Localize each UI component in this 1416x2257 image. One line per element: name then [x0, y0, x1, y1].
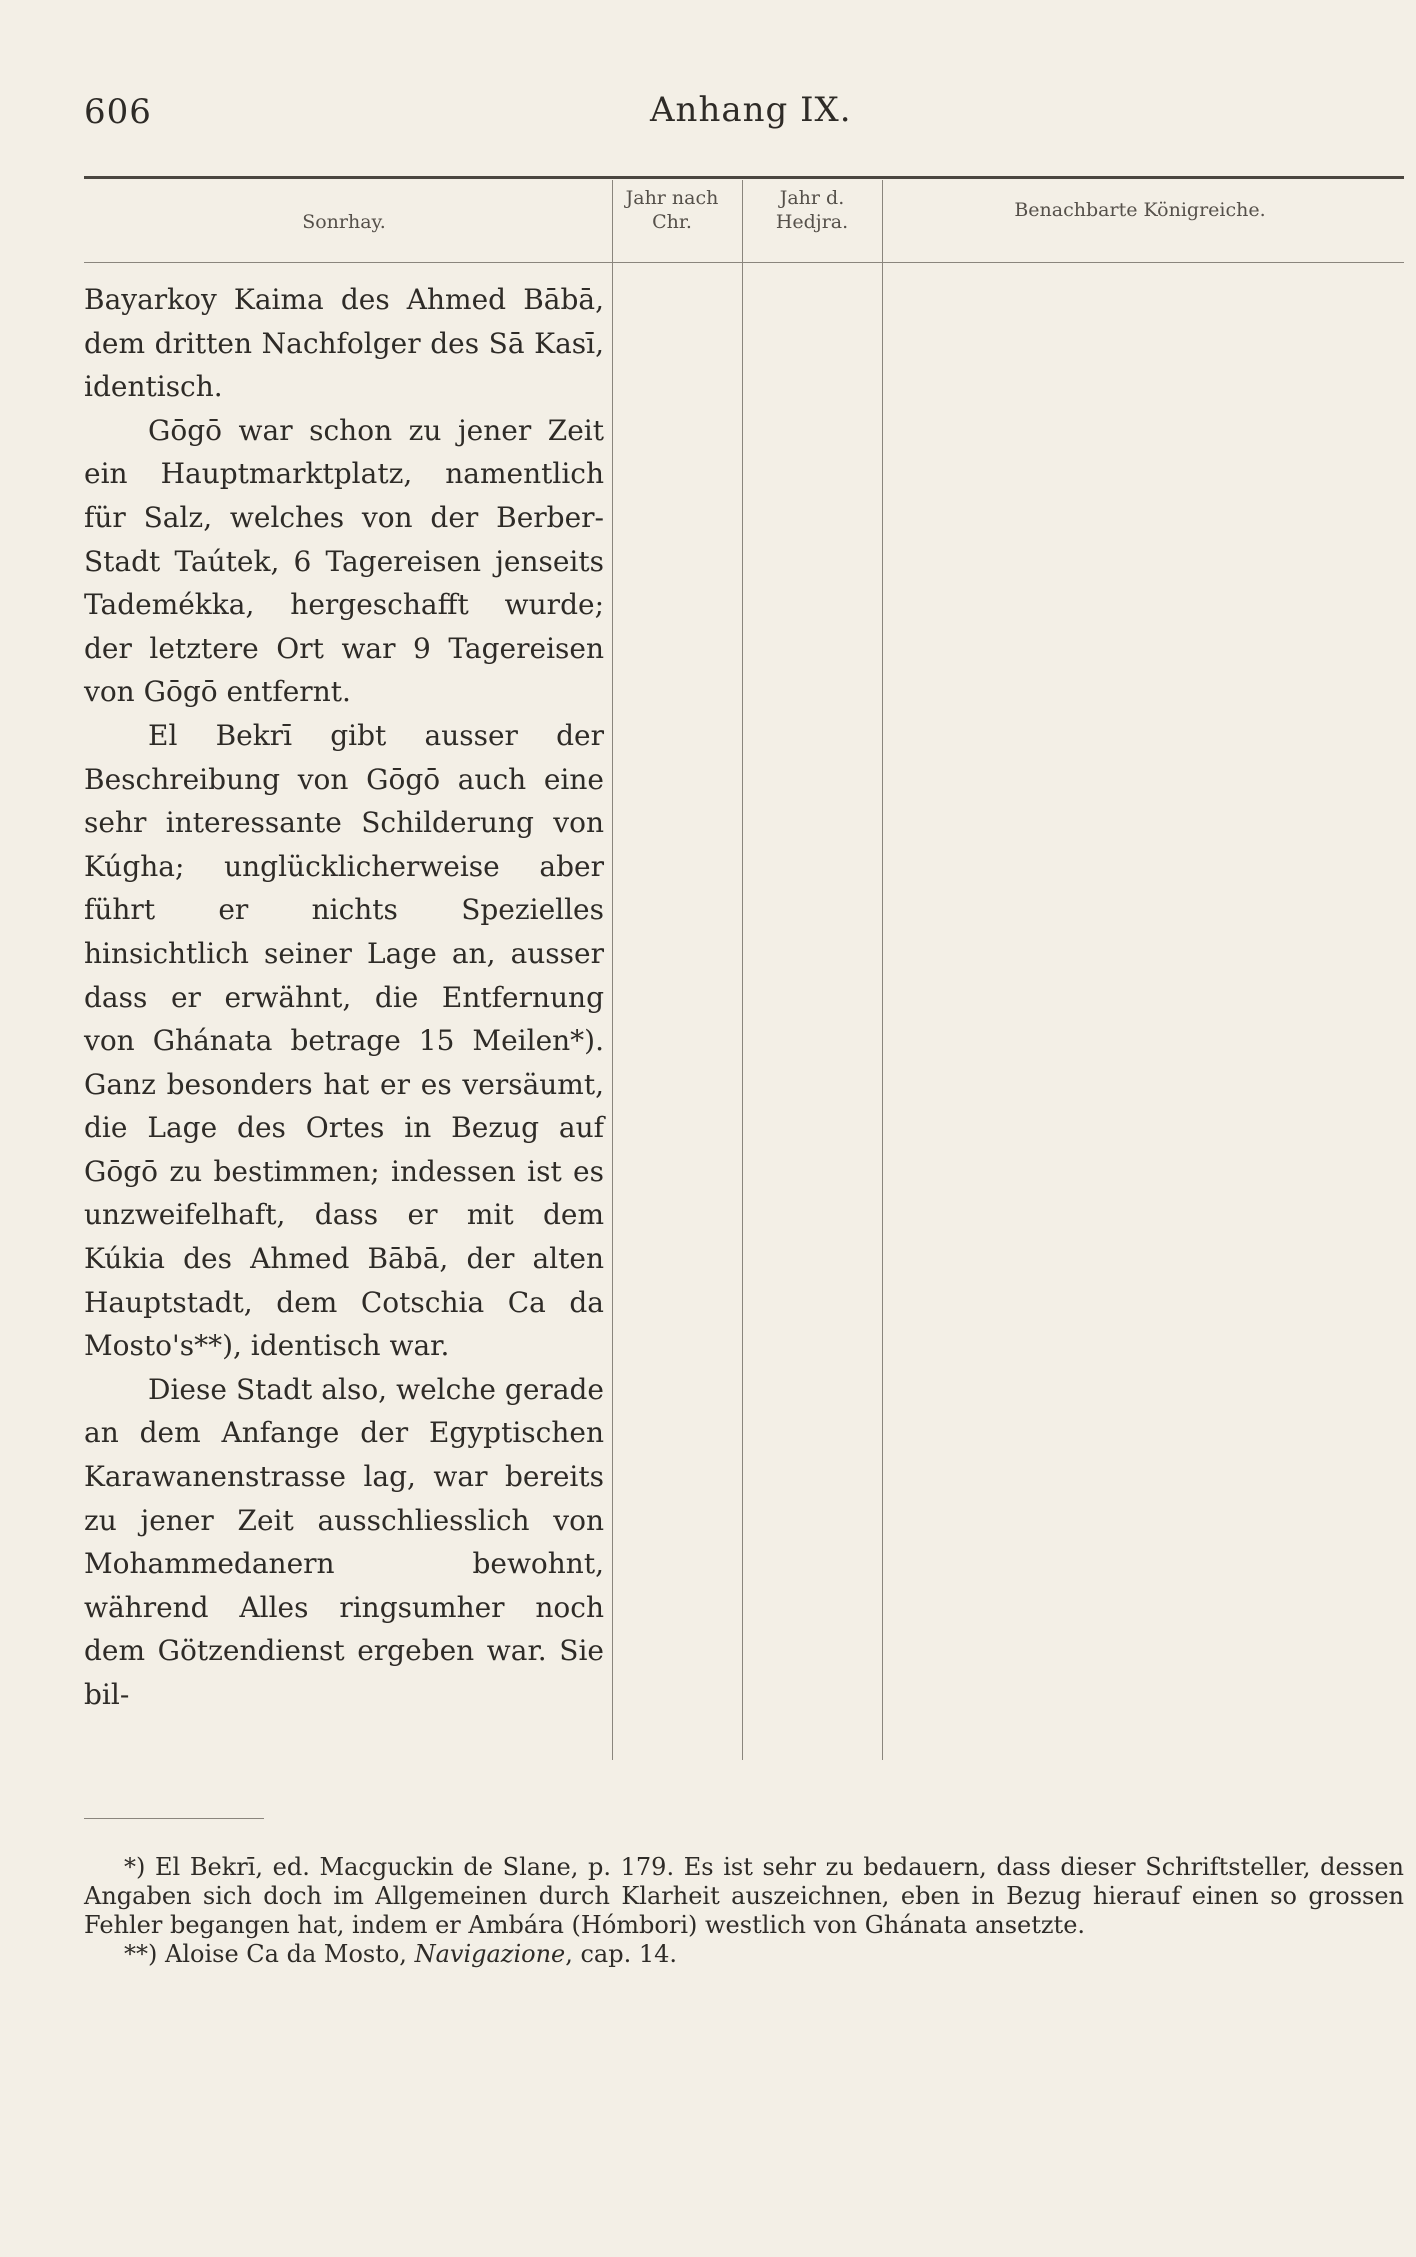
column-header-jahr-nach-chr: Jahr nach Chr.	[625, 187, 719, 233]
footnote-rule	[84, 1818, 264, 1819]
paragraph: Diese Stadt also, welche gerade an dem Anfange der Egyptischen Karawanenstrasse lag, war bereits zu jener Zeit ausschliesslich von Mohammedanern bewohnt, während Alles ringsumher noch dem Götzendienst ergeben war. Sie bil-	[84, 1372, 604, 1711]
running-title: Anhang IX.	[650, 90, 852, 130]
sonrhay-column-text	[84, 278, 604, 1717]
footnote-2-suffix: , cap. 14.	[565, 1940, 678, 1968]
page-number: 606	[84, 92, 152, 132]
table-top-rule	[84, 176, 1404, 179]
column-header-sonrhay: Sonrhay.	[302, 211, 386, 233]
footnote-2	[84, 1940, 1404, 1969]
paragraph: El Bekrī gibt ausser der Beschreibung von Gōgō auch eine sehr interessante Schilderung von Kúgha; unglücklicherweise aber führt er nichts Spezielles hinsichtlich seiner Lage an, ausser dass er erwähnt, die Entfernung von Ghánata betrage 15 Meilen*). Ganz besonders hat er es versäumt, die Lage des Ortes in Bezug auf Gōgō zu bestimmen; indessen ist es unzweifelhaft, dass er mit dem Kúkia des Ahmed Bābā, der alten Hauptstadt, dem Cotschia Ca da Mosto's**), identisch war.	[84, 718, 604, 1363]
column-divider	[882, 180, 883, 1760]
footnote-2-prefix: **) Aloise Ca da Mosto,	[124, 1940, 407, 1968]
column-header-jahr-hedjra: Jahr d. Hedjra.	[775, 187, 849, 233]
column-divider	[612, 180, 613, 1760]
header-rule	[84, 262, 1404, 263]
paragraph: Bayarkoy Kaima des Ahmed Bābā, dem dritten Nachfolger des Sā Kasī, identisch.	[84, 283, 604, 404]
column-divider	[742, 180, 743, 1760]
column-header-benachbarte-koenigreiche: Benachbarte Königreiche.	[1014, 199, 1266, 221]
footnotes	[84, 1853, 1404, 1969]
footnote-2-title: Navigazione	[414, 1940, 566, 1968]
footnote-1: *) El Bekrī, ed. Macguckin de Slane, p. 179. Es ist sehr zu bedauern, dass dieser Schriftsteller, dessen Angaben sich doch im Allgemeinen durch Klarheit auszeichnen, eben in Bezug hierauf einen so grossen Fehler begangen hat, indem er Ambára (Hómbori) westlich von Ghánata ansetzte.	[84, 1853, 1404, 1939]
paragraph: Gōgō war schon zu jener Zeit ein Hauptmarktplatz, namentlich für Salz, welches von der Berber-Stadt Taútek, 6 Tagereisen jenseits Tademékka, hergeschafft wurde; der letztere Ort war 9 Tagereisen von Gōgō entfernt.	[84, 413, 604, 709]
